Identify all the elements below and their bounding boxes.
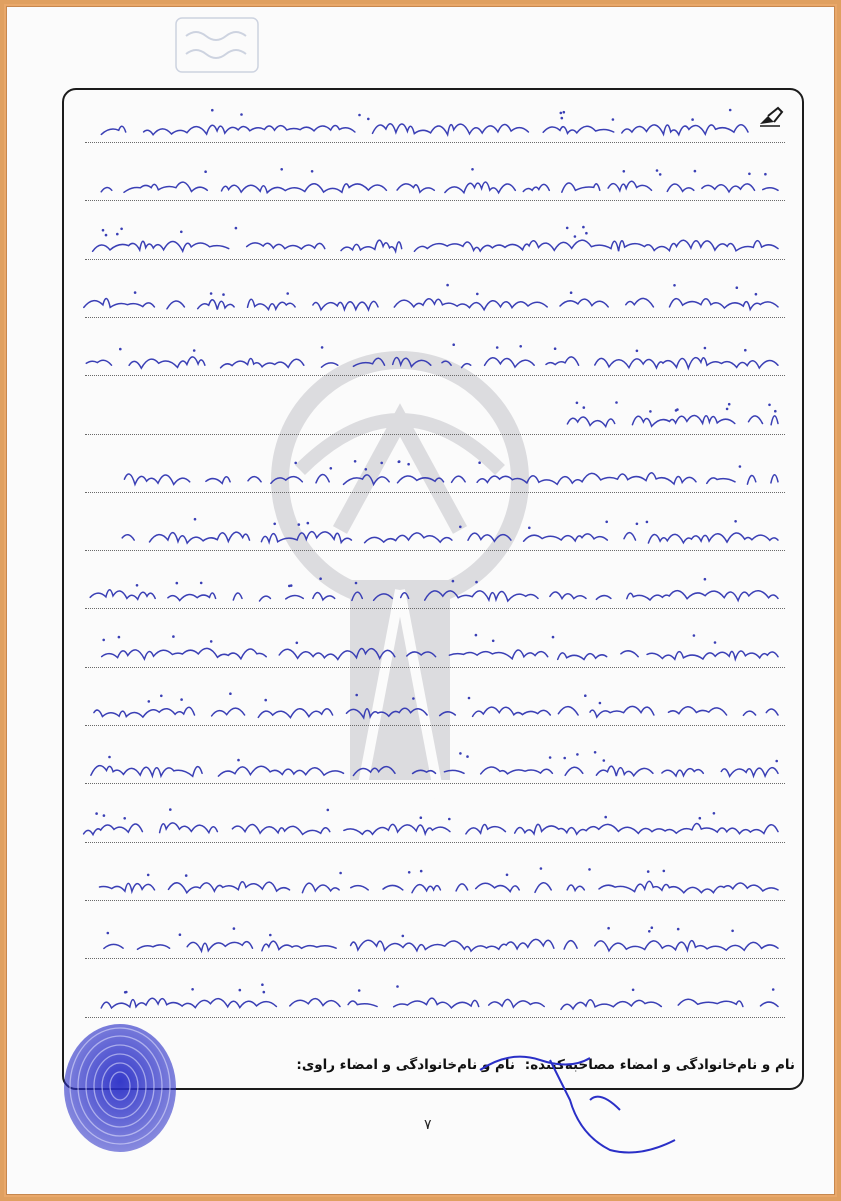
ink-dot bbox=[519, 345, 522, 348]
handwritten-line bbox=[85, 998, 778, 1009]
ink-dot bbox=[407, 463, 410, 466]
ink-dot bbox=[102, 229, 105, 232]
ink-dot bbox=[736, 286, 739, 289]
handwritten-line bbox=[104, 939, 778, 951]
ink-dot bbox=[506, 874, 509, 877]
ink-dot bbox=[632, 989, 635, 992]
handwritten-line bbox=[90, 648, 778, 659]
handwritten-line bbox=[107, 473, 778, 485]
ink-dot bbox=[563, 111, 566, 114]
ink-dot bbox=[663, 870, 666, 873]
ink-dot bbox=[478, 461, 481, 464]
ink-dot bbox=[599, 702, 602, 705]
ink-dot bbox=[623, 170, 626, 173]
ink-dot bbox=[584, 694, 587, 697]
ink-dot bbox=[269, 934, 272, 937]
ink-dot bbox=[396, 985, 399, 988]
ink-dot bbox=[446, 284, 449, 287]
ink-dot bbox=[636, 350, 639, 353]
ink-dot bbox=[728, 403, 731, 406]
ink-dot bbox=[774, 410, 777, 413]
ink-dot bbox=[549, 756, 552, 759]
ink-dot bbox=[286, 292, 289, 295]
ink-dot bbox=[204, 170, 207, 173]
ink-dot bbox=[123, 817, 126, 820]
ink-dot bbox=[298, 523, 301, 526]
ink-dot bbox=[358, 989, 361, 992]
ink-dot bbox=[492, 640, 495, 643]
ink-dot bbox=[659, 173, 662, 176]
ink-dot bbox=[172, 635, 175, 638]
ink-dot bbox=[235, 227, 238, 230]
ink-dot bbox=[726, 408, 729, 411]
ink-dot bbox=[739, 465, 742, 468]
ink-dot bbox=[330, 467, 333, 470]
ink-dot bbox=[380, 462, 383, 465]
ink-dot bbox=[229, 692, 232, 695]
ink-dot bbox=[193, 349, 196, 352]
ink-dot bbox=[222, 293, 225, 296]
ink-dot bbox=[200, 582, 203, 585]
ink-dot bbox=[134, 291, 137, 294]
signature-mark bbox=[470, 1040, 680, 1160]
ink-dot bbox=[704, 578, 707, 581]
ink-dot bbox=[748, 173, 751, 176]
ink-dot bbox=[607, 927, 610, 930]
handwritten-line bbox=[550, 416, 778, 427]
ink-dot bbox=[191, 988, 194, 991]
ink-dot bbox=[612, 118, 615, 121]
ink-dot bbox=[570, 291, 573, 294]
ink-dot bbox=[210, 640, 213, 643]
ink-dot bbox=[566, 227, 569, 230]
ink-dot bbox=[552, 636, 555, 639]
ink-dot bbox=[307, 522, 310, 525]
ink-dot bbox=[119, 348, 122, 351]
ink-dot bbox=[764, 173, 767, 176]
ink-dot bbox=[731, 930, 734, 933]
ink-dot bbox=[729, 109, 732, 112]
handwritten-line bbox=[101, 124, 748, 135]
ink-dot bbox=[125, 991, 128, 994]
ink-dot bbox=[691, 118, 694, 121]
ink-dot bbox=[588, 868, 591, 871]
ink-dot bbox=[582, 226, 585, 229]
ink-dot bbox=[233, 927, 236, 930]
ink-dot bbox=[554, 347, 557, 350]
handwritten-line bbox=[101, 181, 778, 193]
ink-dot bbox=[755, 293, 758, 296]
handwritten-line bbox=[90, 590, 778, 601]
ink-dot bbox=[475, 634, 478, 637]
ink-dot bbox=[136, 584, 139, 587]
ink-dot bbox=[560, 112, 563, 115]
ink-dot bbox=[656, 169, 659, 172]
ink-dot bbox=[604, 816, 607, 819]
ink-dot bbox=[169, 808, 172, 811]
ink-dot bbox=[585, 232, 588, 235]
ink-dot bbox=[673, 284, 676, 287]
ink-dot bbox=[676, 408, 679, 411]
ink-dot bbox=[116, 233, 119, 236]
ink-dot bbox=[476, 293, 479, 296]
ink-dot bbox=[102, 639, 105, 642]
handwritten-line bbox=[84, 298, 778, 309]
ink-dot bbox=[319, 577, 322, 580]
ink-dot bbox=[649, 410, 652, 413]
ink-dot bbox=[210, 292, 213, 295]
ink-dot bbox=[496, 346, 499, 349]
ink-dot bbox=[459, 752, 462, 755]
ink-dot bbox=[147, 874, 150, 877]
ink-dot bbox=[327, 809, 330, 812]
page-number: ۷ bbox=[424, 1117, 432, 1133]
ink-dot bbox=[603, 759, 606, 762]
ink-dot bbox=[775, 760, 778, 763]
ink-dot bbox=[471, 168, 474, 171]
ink-dot bbox=[694, 170, 697, 173]
handwritten-line bbox=[84, 823, 778, 835]
ink-dot bbox=[693, 634, 696, 637]
ink-dot bbox=[367, 118, 370, 121]
ink-dot bbox=[402, 935, 405, 938]
ink-dot bbox=[354, 460, 357, 463]
ink-dot bbox=[261, 983, 264, 986]
ink-dot bbox=[160, 695, 163, 698]
ink-dot bbox=[239, 989, 242, 992]
handwritten-line bbox=[94, 706, 778, 717]
ink-dot bbox=[768, 404, 771, 407]
ink-dot bbox=[452, 343, 455, 346]
interviewer-label: نام و نام‌خانوادگی و امضاء مصاحبه‌کننده: bbox=[524, 1057, 795, 1073]
ink-dot bbox=[475, 581, 478, 584]
ink-dot bbox=[420, 870, 423, 873]
ink-dot bbox=[280, 168, 283, 171]
ink-dot bbox=[744, 349, 747, 352]
ink-dot bbox=[180, 231, 183, 234]
ink-dot bbox=[103, 814, 106, 817]
ink-dot bbox=[561, 117, 564, 120]
ink-dot bbox=[574, 235, 577, 238]
ink-dot bbox=[355, 582, 358, 585]
handwritten-line bbox=[88, 881, 778, 893]
ink-dot bbox=[704, 347, 707, 350]
ink-dot bbox=[240, 113, 243, 116]
narrator-label: نام و نام‌خانوادگی و امضاء راوی: bbox=[296, 1057, 515, 1073]
ink-dot bbox=[636, 523, 639, 526]
ink-dot bbox=[605, 521, 608, 524]
ink-dot bbox=[358, 114, 361, 117]
ink-dot bbox=[179, 933, 182, 936]
ink-dot bbox=[772, 988, 775, 991]
ink-dot bbox=[264, 699, 267, 702]
ink-dot bbox=[118, 636, 121, 639]
ink-dot bbox=[648, 930, 651, 933]
ink-dot bbox=[148, 700, 151, 703]
ink-dot bbox=[563, 757, 566, 760]
ink-dot bbox=[576, 753, 579, 756]
ink-dot bbox=[615, 401, 618, 404]
ink-dot bbox=[647, 870, 650, 873]
fingerprint-icon bbox=[58, 1020, 182, 1156]
ink-dot bbox=[448, 818, 451, 821]
handwritten-line bbox=[86, 357, 778, 368]
signature-labels bbox=[80, 1057, 795, 1081]
ink-dot bbox=[583, 406, 586, 409]
ink-dot bbox=[194, 518, 197, 521]
ink-dot bbox=[466, 755, 469, 758]
ink-dot bbox=[677, 928, 680, 931]
ink-dot bbox=[412, 697, 415, 700]
ink-dot bbox=[180, 698, 183, 701]
ink-dot bbox=[211, 109, 214, 112]
ink-dot bbox=[288, 585, 291, 588]
ink-dot bbox=[398, 460, 401, 463]
ink-dot bbox=[296, 642, 299, 645]
ink-dot bbox=[185, 874, 188, 877]
ink-dot bbox=[714, 641, 717, 644]
ink-dot bbox=[294, 462, 297, 465]
ink-dot bbox=[95, 812, 98, 815]
ink-dot bbox=[105, 234, 108, 237]
ink-dot bbox=[108, 756, 111, 759]
ink-dot bbox=[107, 932, 110, 935]
ink-dot bbox=[459, 526, 462, 529]
ink-dot bbox=[263, 991, 266, 994]
ink-dot bbox=[120, 228, 123, 231]
ink-dot bbox=[408, 871, 411, 874]
ink-dot bbox=[699, 817, 702, 820]
ink-dot bbox=[646, 521, 649, 524]
ink-dot bbox=[468, 697, 471, 700]
handwritten-line bbox=[93, 240, 778, 251]
ink-dot bbox=[452, 580, 455, 583]
ink-dot bbox=[594, 751, 597, 754]
ink-dot bbox=[176, 582, 179, 585]
ink-dot bbox=[237, 759, 240, 762]
ink-dot bbox=[528, 527, 531, 530]
ink-dot bbox=[365, 468, 368, 471]
ink-dot bbox=[713, 812, 716, 815]
ink-dot bbox=[576, 402, 579, 405]
ink-dot bbox=[321, 346, 324, 349]
ink-dot bbox=[339, 872, 342, 875]
ink-dot bbox=[420, 816, 423, 819]
ink-dot bbox=[540, 867, 543, 870]
handwritten-line bbox=[105, 532, 778, 543]
ink-dot bbox=[651, 926, 654, 929]
ink-dot bbox=[734, 520, 737, 523]
handwritten-line bbox=[80, 766, 778, 777]
ink-dot bbox=[273, 523, 276, 526]
ink-dot bbox=[311, 170, 314, 173]
ink-dot bbox=[355, 694, 358, 697]
